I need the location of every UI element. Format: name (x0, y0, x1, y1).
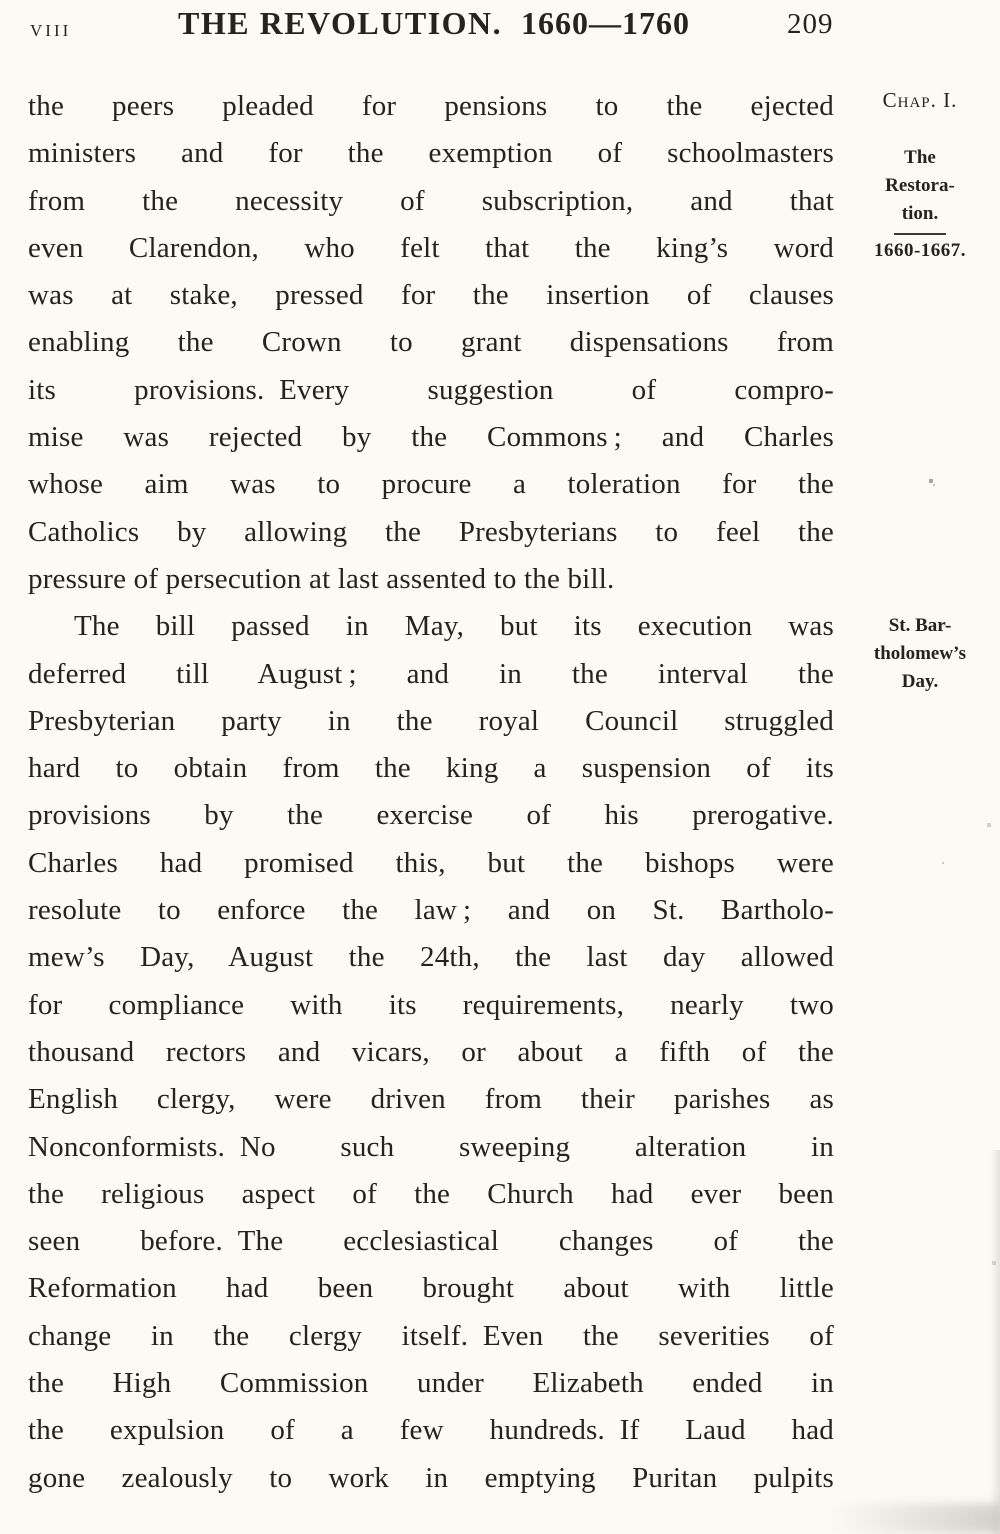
page-header-title: THE REVOLUTION. (178, 5, 503, 41)
text-line: enabling the Crown to grant dispensations from (28, 326, 834, 359)
text-line: deferred till August ; and in the interval the (28, 657, 834, 690)
text-line: gone zealously to work in emptying Puritan pulpits (28, 1461, 834, 1494)
text-line: whose aim was to procure a toleration for the (28, 468, 834, 501)
chapter-label: Chap. I. (882, 88, 958, 112)
margin-note-line: Day. (901, 671, 939, 692)
margin-note-line: St. Bar- (888, 615, 952, 636)
margin-notes-column (846, 0, 994, 1534)
text-line: Nonconformists. No such sweeping alteration in (28, 1130, 834, 1163)
text-line: mise was rejected by the Commons ; and Charles (28, 421, 834, 454)
text-line: mew’s Day, August the 24th, the last day allowed (28, 941, 834, 974)
text-line: provisions by the exercise of his prerogative. (28, 799, 834, 832)
text-line: the peers pleaded for pensions to the ejected (28, 90, 834, 122)
margin-note-line: tholomew’s (873, 643, 967, 664)
text-line: was at stake, pressed for the insertion of clauses (28, 279, 834, 312)
text-line: change in the clergy itself. Even the severities of (28, 1319, 834, 1352)
text-line: English clergy, were driven from their parishes as (28, 1083, 834, 1116)
text-line: Catholics by allowing the Presbyterians to feel the (28, 515, 834, 548)
margin-note-line: tion. (901, 203, 939, 224)
text-line: its provisions. Every suggestion of compro- (28, 373, 834, 406)
chapter-numeral: viii (30, 16, 72, 42)
text-line: for compliance with its requirements, nearly two (28, 988, 834, 1021)
page-header-date-range: 1660—1760 (521, 5, 690, 41)
text-line: the religious aspect of the Church had ever been (28, 1177, 834, 1210)
text-line: Presbyterian party in the royal Council struggled (28, 704, 834, 737)
text-line: thousand rectors and vicars, or about a fifth of the (28, 1035, 834, 1068)
margin-note-st-bartholomew (846, 612, 994, 696)
text-line: the High Commission under Elizabeth ended in (28, 1367, 834, 1400)
text-line: Charles had promised this, but the bishops were (28, 846, 834, 879)
body-text-column (28, 83, 834, 1502)
page-number: 209 (787, 8, 834, 40)
text-line: even Clarendon, who felt that the king’s word (28, 231, 834, 264)
text-line: The bill passed in May, but its execution was (74, 610, 834, 643)
text-line: pressure of persecution at last assented to the bill. (28, 562, 615, 595)
margin-note-line: Restora- (885, 175, 955, 196)
margin-note-dates: 1660-1667. (873, 240, 967, 261)
margin-note-chapter (846, 88, 994, 113)
text-line: Reformation had been brought about with little (28, 1272, 834, 1305)
text-line: seen before. The ecclesiastical changes of the (28, 1225, 834, 1258)
margin-note-line: The (904, 147, 936, 168)
text-line: ministers and for the exemption of schoolmasters (28, 137, 834, 170)
text-line: hard to obtain from the king a suspension of its (28, 752, 834, 785)
text-line: resolute to enforce the law ; and on St. Bartholo- (28, 894, 834, 927)
margin-note-restoration (846, 144, 994, 264)
text-line: the expulsion of a few hundreds. If Laud had (28, 1414, 834, 1447)
text-line: from the necessity of subscription, and that (28, 184, 834, 217)
sidenote-rule (894, 233, 946, 235)
